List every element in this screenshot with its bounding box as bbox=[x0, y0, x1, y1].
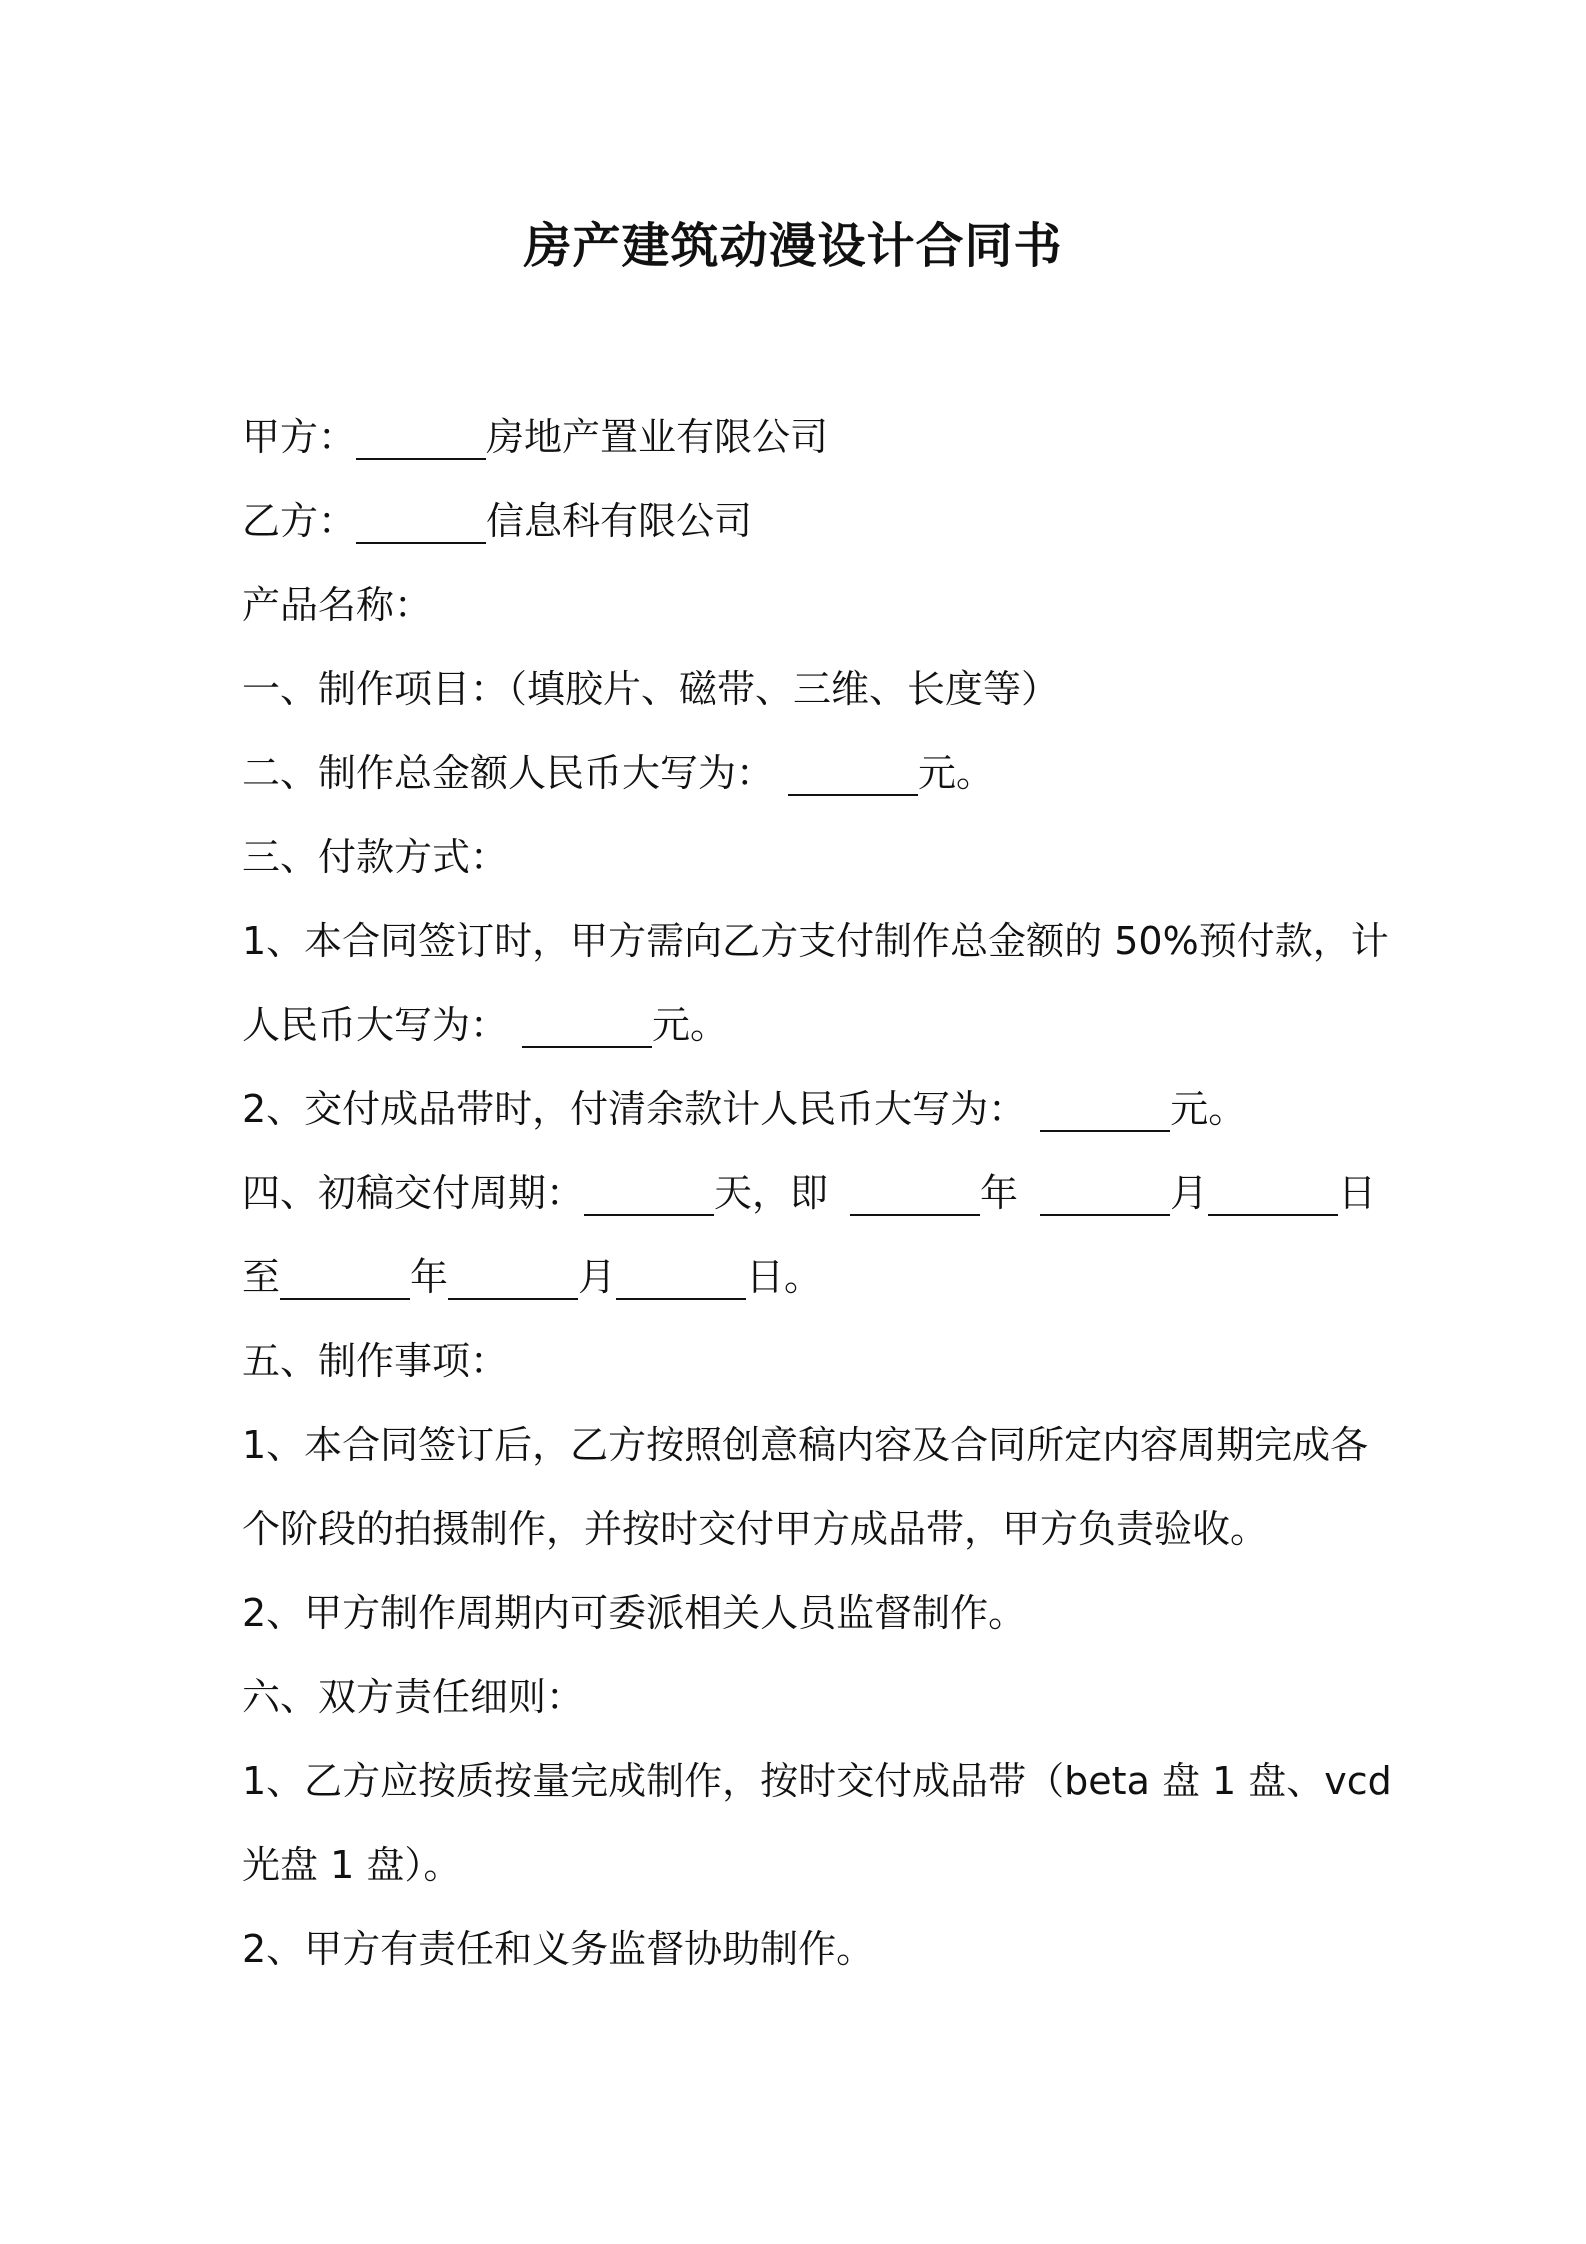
total-amount-suffix: 元。 bbox=[918, 751, 995, 795]
party-a-label: 甲方： bbox=[242, 415, 357, 459]
production-items-line: 一、制作项目：（填胶片、磁带、三维、长度等） bbox=[242, 667, 1060, 711]
payment-2-blank bbox=[1040, 1090, 1170, 1132]
responsibility-1-line-1: 1、乙方应按质按量完成制作，按时交付成品带（beta 盘 1 盘、vcd bbox=[242, 1759, 1392, 1803]
end-year-label: 年 bbox=[410, 1255, 449, 1299]
delivery-period-line-2 bbox=[242, 1252, 1372, 1302]
party-a-blank bbox=[356, 418, 486, 460]
start-date-blank bbox=[1208, 1174, 1338, 1216]
start-year-label: 年 bbox=[980, 1171, 1019, 1215]
production-2-line: 2、甲方制作周期内可委派相关人员监督制作。 bbox=[242, 1591, 1027, 1635]
payment-1-suffix: 元。 bbox=[652, 1003, 729, 1047]
start-date-label: 日 bbox=[1338, 1171, 1377, 1215]
payment-method-heading: 三、付款方式： bbox=[242, 835, 509, 879]
payment-1-blank bbox=[522, 1006, 652, 1048]
end-month-blank bbox=[448, 1258, 578, 1300]
start-month-label: 月 bbox=[1170, 1171, 1209, 1215]
payment-1-line-1: 1、本合同签订时，甲方需向乙方支付制作总金额的 50%预付款，计 bbox=[242, 919, 1389, 963]
responsibility-1-line-2: 光盘 1 盘）。 bbox=[242, 1843, 462, 1887]
total-amount-blank bbox=[788, 754, 918, 796]
party-a-line bbox=[242, 412, 1372, 462]
payment-1-prefix: 人民币大写为： bbox=[242, 1003, 509, 1047]
party-b-label: 乙方： bbox=[242, 499, 357, 543]
end-date-blank bbox=[616, 1258, 746, 1300]
total-amount-line bbox=[242, 748, 1372, 798]
payment-2-line bbox=[242, 1084, 1372, 1134]
payment-2-suffix: 元。 bbox=[1170, 1087, 1247, 1131]
days-label: 天，即 bbox=[714, 1171, 829, 1215]
responsibilities-heading: 六、双方责任细则： bbox=[242, 1675, 585, 1719]
delivery-period-prefix: 四、初稿交付周期： bbox=[242, 1171, 585, 1215]
document-title: 房产建筑动漫设计合同书 bbox=[523, 218, 1063, 274]
delivery-period-line-1 bbox=[242, 1168, 1377, 1218]
party-b-line bbox=[242, 496, 1372, 546]
party-a-value: 房地产置业有限公司 bbox=[486, 415, 829, 459]
total-amount-prefix: 二、制作总金额人民币大写为： bbox=[242, 751, 775, 795]
end-date-label: 日。 bbox=[746, 1255, 823, 1299]
start-month-blank bbox=[1040, 1174, 1170, 1216]
production-matters-heading: 五、制作事项： bbox=[242, 1339, 509, 1383]
to-label: 至 bbox=[242, 1255, 281, 1299]
production-1-line-2: 个阶段的拍摄制作，并按时交付甲方成品带，甲方负责验收。 bbox=[242, 1507, 1269, 1551]
payment-2-prefix: 2、交付成品带时，付清余款计人民币大写为： bbox=[242, 1087, 1027, 1131]
days-blank bbox=[584, 1174, 714, 1216]
end-year-blank bbox=[280, 1258, 410, 1300]
start-year-blank bbox=[850, 1174, 980, 1216]
payment-1-line-2 bbox=[242, 1000, 1372, 1050]
responsibility-2-line: 2、甲方有责任和义务监督协助制作。 bbox=[242, 1927, 875, 1971]
end-month-label: 月 bbox=[578, 1255, 617, 1299]
party-b-blank bbox=[356, 502, 486, 544]
party-b-value: 信息科有限公司 bbox=[486, 499, 753, 543]
production-1-line-1: 1、本合同签订后，乙方按照创意稿内容及合同所定内容周期完成各 bbox=[242, 1423, 1369, 1467]
product-name-line: 产品名称： bbox=[242, 583, 433, 627]
